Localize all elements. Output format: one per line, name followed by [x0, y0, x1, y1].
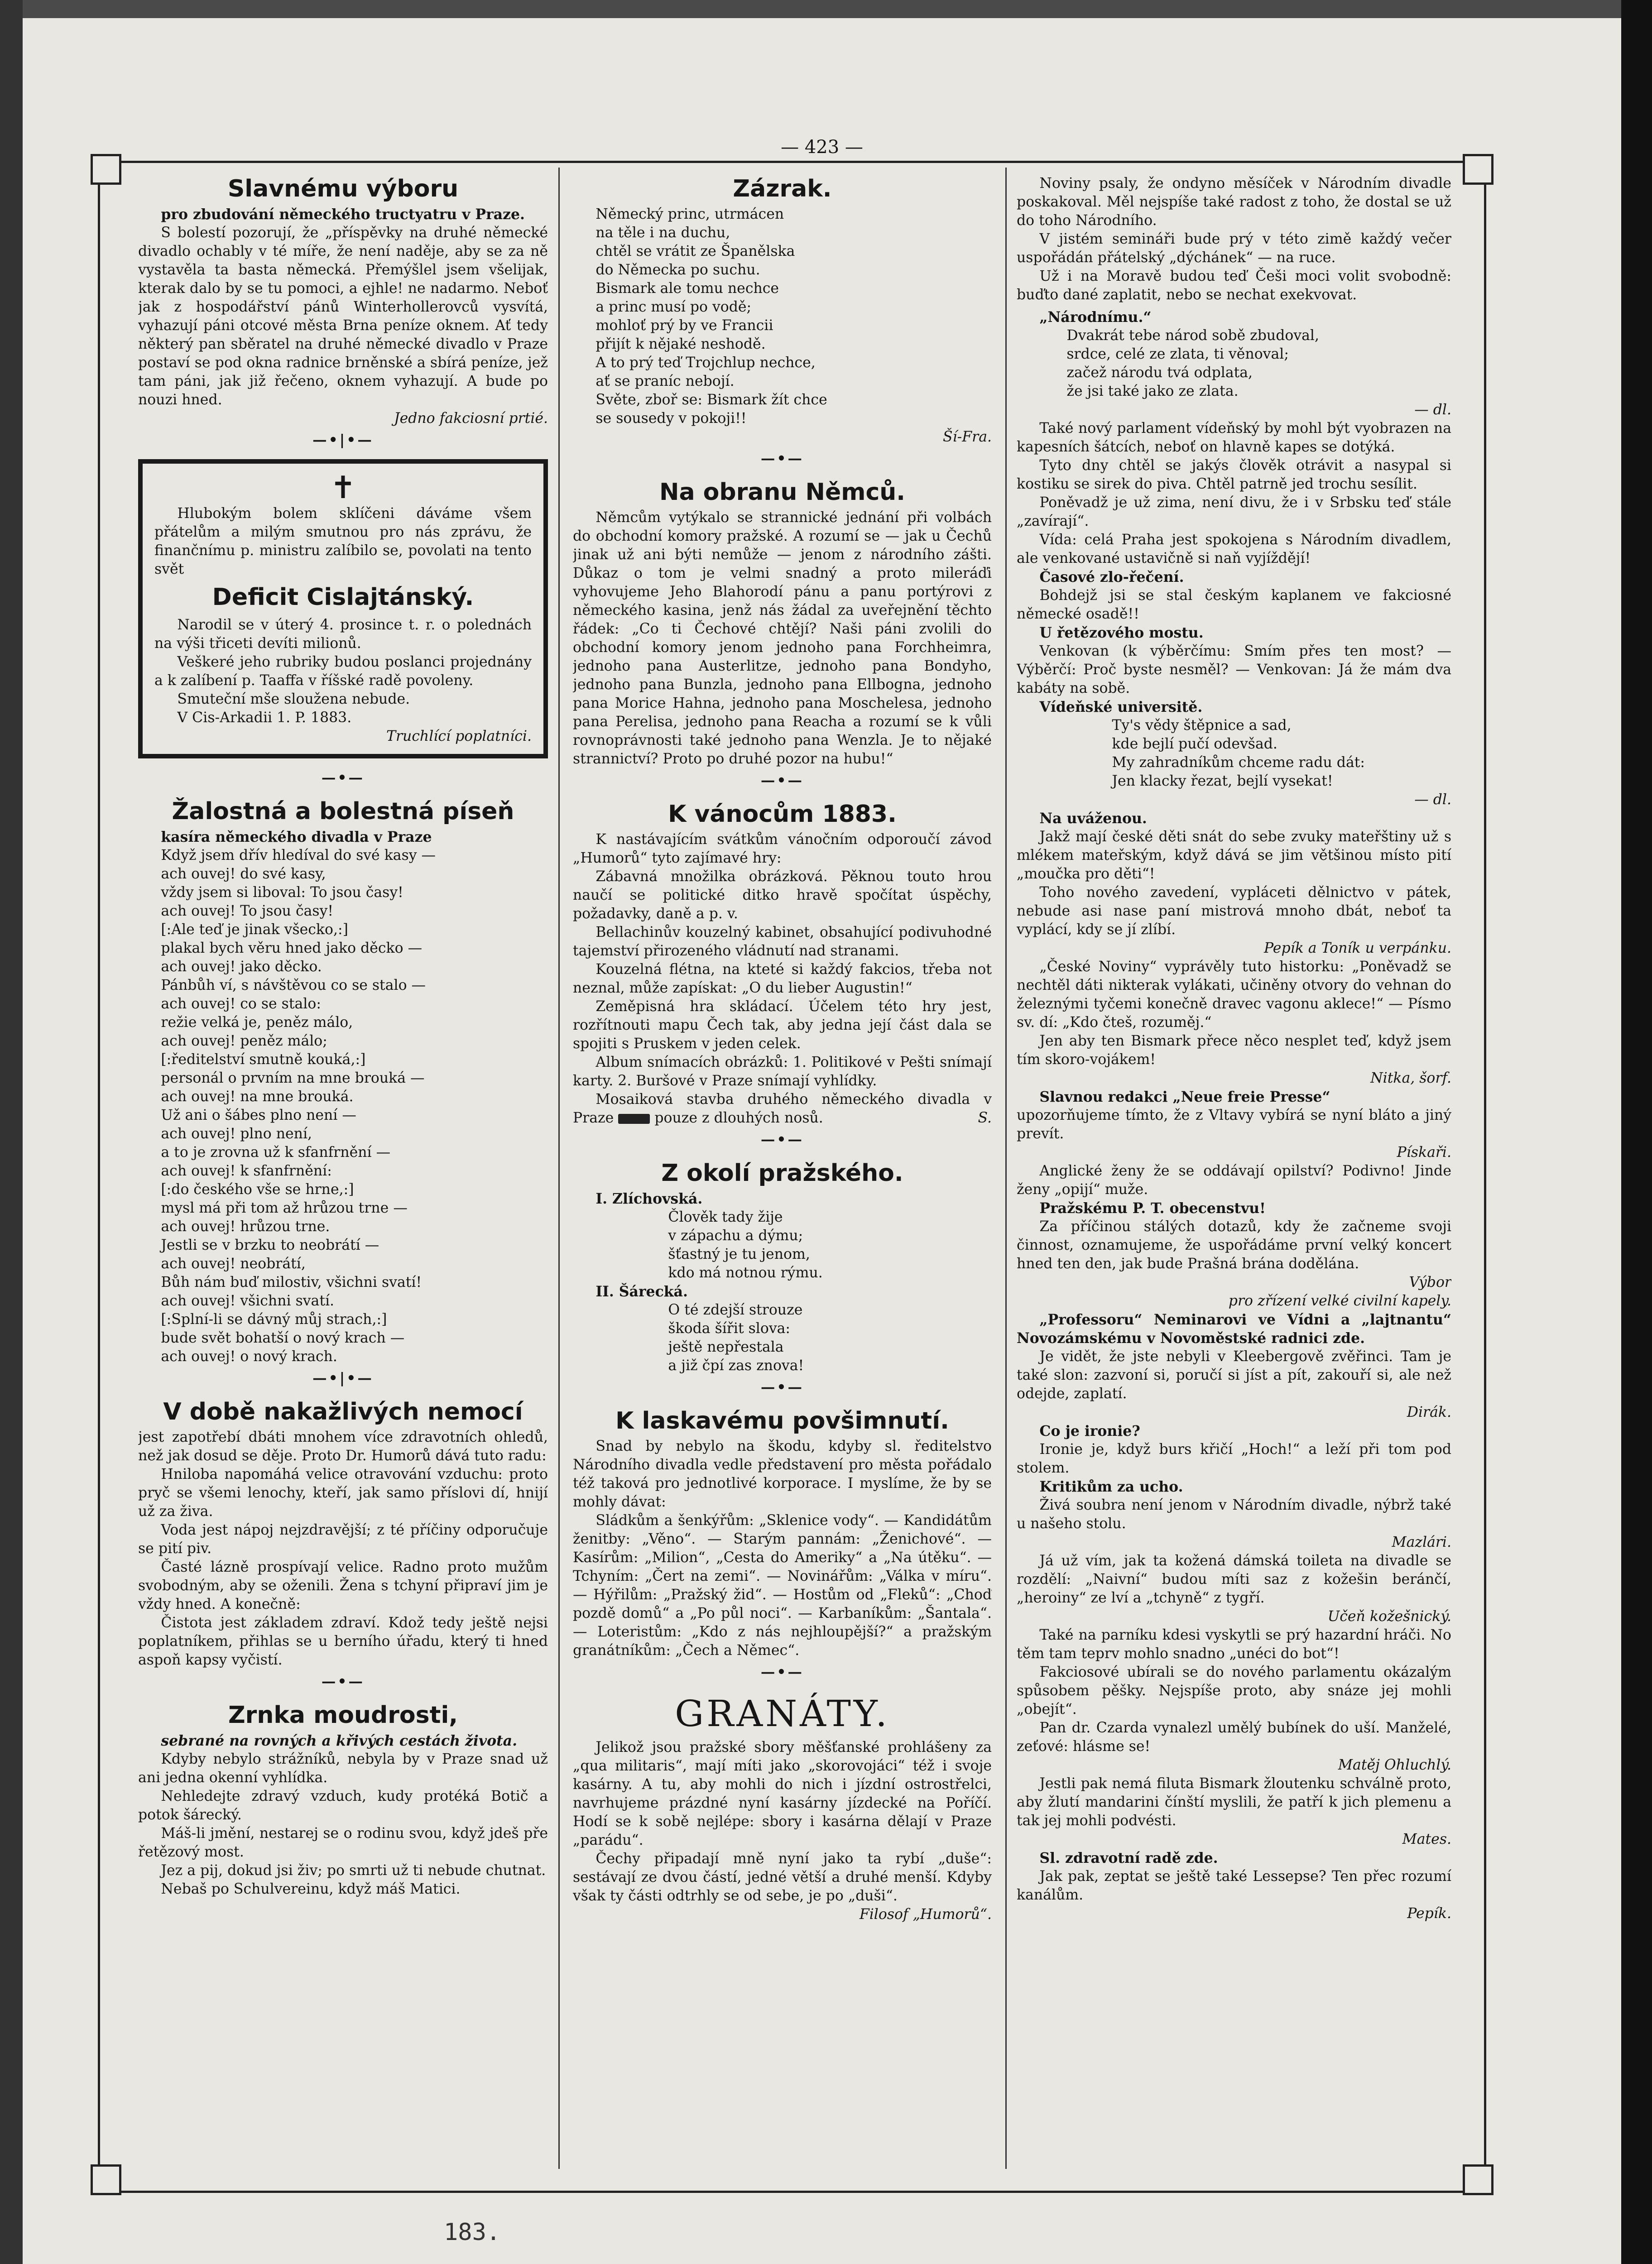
verse-line: Když jsem dřív hledíval do své kasy —	[161, 847, 436, 863]
article-text: Pan dr. Czarda vynalezl umělý bubínek do uší. Manželé, zeťové: hlásme se!	[1017, 1720, 1451, 1755]
item-heading: Pražskému P. T. obecenstvu!	[1039, 1200, 1266, 1217]
article-text: Nehledejte zdravý vzduch, kudy protéká Botič a potok šárecký.	[138, 1788, 548, 1823]
poem-verses	[573, 205, 992, 428]
verse-line: [:do českého vše se hrne,:]	[161, 1181, 354, 1198]
article-text: Časté lázně prospívají velice. Radno proto mužům svobodným, aby se oženili. Žena s tchyní připraví jim je vždy hned. A konečně:	[138, 1559, 548, 1612]
article-text: Fakciosové ubírali se do nového parlamentu okázalým spůsobem pěšky. Nejspíše proto, aby snáze jej mohli „obejít“.	[1017, 1664, 1451, 1717]
verse-line: kde bejlí pučí odevšad.	[1112, 736, 1277, 752]
frame-corner-ornament	[91, 2164, 121, 2195]
article-signature: Výbor	[1409, 1274, 1451, 1290]
separator-ornament: —•—	[760, 450, 804, 467]
poem-subtitle: I. Zlíchovská.	[595, 1190, 703, 1207]
verse-line: Ty's vědy štěpnice a sad,	[1112, 717, 1292, 734]
verse-line: v zápachu a dýmu;	[668, 1228, 803, 1244]
verse-line: mohloť prý by ve Francii	[595, 317, 773, 334]
frame-corner-ornament	[1463, 154, 1494, 185]
verse-line: a již čpí zas znova!	[668, 1357, 804, 1374]
article-text: Poněvadž je už zima, není divu, že i v Srbsku teď stále „zavírají“.	[1017, 494, 1451, 529]
verse-line: mysl má při tom až hrůzou trne —	[161, 1200, 408, 1216]
verse-line: a princ musí po vodě;	[595, 299, 752, 315]
article-text: Zeměpisná hra skládací. Účelem této hry jest, rozřítnouti mapu Čech tak, aby jedna její část dala se spojiti s Pruskem v jeden celek.	[573, 998, 992, 1052]
article-text: Také nový parlament vídeňský by mohl být vyobrazen na kapesních šátcích, neboť on hlavně kapes se dotýká.	[1017, 420, 1451, 455]
item-heading: Slavnou redakci „Neue freie Presse“	[1039, 1089, 1330, 1105]
scan-left-edge	[0, 0, 23, 2264]
obituary-line: Narodil se v úterý 4. prosince t. r. o polednách na výši třiceti devíti milionů.	[154, 617, 532, 652]
song-verses	[138, 846, 548, 1366]
item-heading: „Professoru“ Neminarovi ve Vídni a „lajtnantu“ Novozámskému v Novoměstské radnici zde.	[1017, 1311, 1451, 1347]
article-title: K vánocům 1883.	[668, 801, 897, 828]
article-title: Žalostná a bolestná píseň	[172, 798, 514, 825]
separator-ornament: —•|•—	[312, 432, 374, 448]
article-text: Voda jest nápoj nejzdravější; z té příčiny odporučuje se pití piv.	[138, 1522, 548, 1557]
verse-line: bude svět bohatší o nový krach —	[161, 1330, 405, 1346]
article-text: Máš-li jmění, nestarej se o rodinu svou, když jdeš pře řetězový most.	[138, 1825, 548, 1860]
article-text	[573, 1090, 992, 1127]
verse-line: personál o prvním na mne brouká —	[161, 1070, 425, 1086]
item-heading: Na uváženou.	[1039, 810, 1147, 827]
article-text: V jistém semináři bude prý v této zimě každý večer uspořádán přátelský „dýchánek“ — na ruce.	[1017, 231, 1451, 266]
newspaper-page	[23, 18, 1621, 2264]
verse-line: přijít k nějaké neshodě.	[595, 336, 766, 352]
article-text: Noviny psaly, že ondyno měsíček v Národním divadle poskakoval. Měl nejspíše také radost z toho, že dostal se už do toho Národního.	[1017, 175, 1451, 229]
item-heading: Co je ironie?	[1039, 1423, 1140, 1439]
article-title: Slavnému výboru	[227, 175, 459, 202]
article-text: Tyto dny chtěl se jakýs člověk otrávit a nasypal si kostiku se sirek do piva. Chtěl patrně jed trochu sesílit.	[1017, 457, 1451, 492]
verse-line: Člověk tady žije	[668, 1209, 783, 1225]
frame-corner-ornament	[91, 154, 121, 185]
verse-line: ach ouvej! plno není,	[161, 1126, 312, 1142]
obituary-line: Smuteční mše sloužena nebude.	[177, 691, 410, 707]
article-text: Za příčinou stálých dotazů, kdy že začneme svoji činnost, oznamujeme, že uspořádáme první velký koncert hned ten den, jak bude Prašná brána dodělána.	[1017, 1218, 1451, 1272]
poem-subtitle: II. Šárecká.	[595, 1283, 688, 1300]
column-divider	[1005, 168, 1007, 2169]
article-text: „České Noviny“ vyprávěly tuto historku: „Poněvadž se nechtěl dáti nikterak vylákati, učiněny otvory do vehnan do železnými tyčemi konečně dravec vagonu aklece!“ — Písmo sv. dí: „Kdo čteš, rozuměj.“	[1017, 959, 1451, 1031]
article-title: GRANÁTY.	[675, 1693, 890, 1735]
verse-line: Dvakrát tebe národ sobě zbudoval,	[1066, 327, 1319, 344]
verse-line: [:Splní-li se dávný můj strach,:]	[161, 1311, 387, 1328]
page-number: — 423 —	[781, 137, 863, 158]
item-heading: Vídeňské universitě.	[1039, 699, 1203, 715]
separator-ornament: —•—	[760, 1379, 804, 1396]
poem-verses	[1017, 716, 1451, 791]
article-signature: S.	[978, 1110, 992, 1126]
article-text: Sládkům a šenkýřům: „Sklenice vody“. — Kandidátům ženitby: „Věno“. — Starým pannám: „Ženichové“. — Kasírům: „Milion“, „Cesta do Ameriky“ a „Na útěku“. — Tchyním: „Čert na zemi“. — Novinářům: „Válka v míru“. — Hýřilům: „Pražský žid“. — Hostům od „Fleků“: „Choď pozdě domů“ a „Po půl noci“. — Karbaníkům: „Šantala“. — Loteristům: „Kdo z nás nejhloupější?“ a pražským granátníkům: „Čech a Němec“.	[573, 1512, 992, 1659]
article-signature: Mates.	[1402, 1831, 1451, 1847]
article-text: Němcům vytýkalo se strannické jednání při volbách do obchodní komory pražské. A rozumí se — jak u Čechů jinak už ani býti nemůže — jenom z národního zášti. Důkaz o tom je velmi snadný a proto mileráďi vyhovujeme Jeho Blahorodí pánu a panu portýrovi z německého kasina, jenž nás žádal za uveřejnění těchto řádek: „Co ti Čechové chtějí? Naši páni zvolili do obchodní komory jenom jednoho pana Forchheimra, jednoho pana Austerlitze, jednoho pana Bondyho, jednoho pana Bunzla, jednoho pana Ellbogna, jednoho pana Morice Hahna, jednoho pana Moschelesa, jednoho pana Perelisa, jednoho pana Reacha a rozumí se k vůli rovnoprávnosti také jednoho pana Wenzla. Je to nějaké strannictví? Proto po druhé pozor na hubu!“	[573, 509, 992, 767]
verse-line: O té zdejší strouze	[668, 1302, 803, 1318]
article-text: Toho nového zavedení, vypláceti dělnictvo v pátek, nebude asi nase paní mistrová mnoho dbát, neboť ta vyplácí, kdy se jí zlíbí.	[1017, 884, 1451, 938]
article-text: S bolestí pozorují, že „příspěvky na druhé německé divadlo ochably v té míře, že není naděje, aby se za ně vystavěla ta basta německá. Přemýšlel jsem všelijak, kterak dalo by se tu pomoci, a ejhle! ne nadarmo. Neboť jak z hospodářství pánů Winterhollerovců vysvítá, vyhazují páni otcové města Brna peníze oknem. Ať tedy některý pan sběratel na druhé německé divadlo v Praze postaví se pod okna radnice brněnské a sbírá peníze, jež tam páni, jak již řečeno, oknem vyhazují. A bude po nouzi hned.	[138, 225, 548, 408]
verse-line: Německý princ, utrmácen	[595, 206, 784, 222]
article-text: K nastávajícím svátkům vánočním odporoučí závod „Humorů“ tyto zajímavé hry:	[573, 831, 992, 866]
verse-line: režie velká je, peněz málo,	[161, 1014, 353, 1031]
article-text: Bohdejž jsi se stal českým kaplanem ve fakciosné německé osadě!!	[1017, 587, 1451, 622]
frame-corner-ornament	[1463, 2164, 1494, 2195]
separator-ornament: —•—	[760, 1664, 804, 1680]
scan-right-edge	[1621, 0, 1652, 2264]
poem-verses	[573, 1301, 992, 1375]
article-title: Na obranu Němců.	[659, 479, 906, 506]
article-signature: Matěj Ohluchlý.	[1338, 1757, 1451, 1773]
article-text: Už i na Moravě budou teď Češi moci volit svobodně: buďto dané zaplatit, nebo se nechat exekvovat.	[1017, 268, 1451, 303]
article-signature: Nitka, šorf.	[1370, 1070, 1451, 1086]
article-text: Čechy připadají mně nyní jako ta rybí „duše“: sestávají ze dvou částí, jedné větší a druhé menší. Kdyby však ty části odtrhly se od sebe, je po „duši“.	[573, 1851, 992, 1904]
article-signature: pro zřízení velké civilní kapely.	[1228, 1293, 1451, 1309]
verse-line: ať se praníc nebojí.	[595, 373, 735, 389]
article-text: Album snímacích obrázků: 1. Politikové v Pešti snímají karty. 2. Buršové v Praze snímají vyhlídky.	[573, 1054, 992, 1089]
article-text: Ironie je, když burs křičí „Hoch!“ a leží při tom pod stolem.	[1017, 1441, 1451, 1476]
article-title: Z okolí pražského.	[661, 1160, 903, 1187]
article-signature: Ší-Fra.	[942, 429, 992, 445]
verse-line: kdo má notnou rýmu.	[668, 1265, 823, 1281]
article-text: Čistota jest základem zdraví. Kdož tedy ještě nejsi poplatníkem, přihlas se u berního úřadu, který ti hned aspoň kapsy vyčistí.	[138, 1615, 548, 1668]
verse-line: do Německa po suchu.	[595, 262, 760, 278]
article-text: Jak pak, zeptat se ještě také Lessepse? Ten přec rozumí kanálům.	[1017, 1868, 1451, 1903]
obituary-signature: Truchlící poplatníci.	[386, 728, 532, 744]
verse-line: ach ouvej! neobrátí,	[161, 1256, 306, 1272]
article-text: Venkovan (k výběrčímu: Smím přes ten most? — Výběrčí: Proč byste nesměl? — Venkovan: Já že mám dva kabáty na sobě.	[1017, 643, 1451, 696]
column-2	[573, 174, 992, 2164]
article-signature: Mazlári.	[1392, 1534, 1451, 1550]
verse-line: že jsi také jako ze zlata.	[1066, 383, 1239, 399]
verse-line: vždy jsem si liboval: To jsou časy!	[161, 884, 403, 901]
article-title: Zrnka moudrosti,	[228, 1702, 458, 1729]
article-text: Jen aby ten Bismark přece něco nesplet teď, když jsem tím skoro-vojákem!	[1017, 1033, 1451, 1068]
separator-ornament: —•|•—	[312, 1370, 374, 1386]
verse-line: ach ouvej! jako děcko.	[161, 959, 322, 975]
article-signature: Pískaři.	[1397, 1144, 1451, 1161]
verse-line: na těle i na duchu,	[595, 225, 730, 241]
article-text: Také na parníku kdesi vyskytli se prý hazardní hráči. No těm tam teprv mohlo snadno „unéci do bot“!	[1017, 1627, 1451, 1662]
article-text: jest zapotřebí dbáti mnohem více zdravotních ohledů, než jak dosud se děje. Proto Dr. Humorů dává tuto radu:	[138, 1429, 548, 1464]
obituary-box	[138, 459, 548, 758]
poem-title: „Národnímu.“	[1039, 309, 1152, 326]
item-heading: Časové zlo-řečení.	[1039, 569, 1184, 585]
article-subtitle: kasíra německého divadla v Praze	[161, 829, 432, 845]
verse-line: ještě nepřestala	[668, 1339, 784, 1355]
separator-ornament: —•—	[760, 1131, 804, 1148]
cross-icon: ✝	[330, 470, 356, 506]
poem-signature: — dl.	[1414, 791, 1451, 808]
article-text: Jelikož jsou pražské sbory měšťanské prohlášeny za „qua militaris“, mají míti jako „skorovojáci“ též i svoje kasárny. A tu, aby mohli do nich i jízdní ostrostřelci, navrhujeme prázdné nyní kasárny jízdecké na Poříčí. Hodí se k sobě nejlépe: sbory i kasárna dělají v Praze „parádu“.	[573, 1739, 992, 1848]
poem-signature: — dl.	[1414, 402, 1451, 418]
article-text: Hniloba napomáhá velice otravování vzduchu: proto pryč se všemi lenochy, kteří, jak samo příslovi dí, hnijí už za živa.	[138, 1466, 548, 1520]
item-heading: U řetězového mostu.	[1039, 624, 1204, 641]
article-title: Zázrak.	[733, 175, 832, 202]
verse-line: ach ouvej! na mne brouká.	[161, 1089, 354, 1105]
verse-line: Pánbůh ví, s návštěvou co se stalo —	[161, 977, 426, 993]
pointing-hand-icon	[618, 1114, 650, 1124]
item-heading: Kritikům za ucho.	[1039, 1478, 1183, 1495]
verse-line: začež národu tvá odplata,	[1066, 365, 1253, 381]
archive-stamp: 183.	[444, 2219, 501, 2246]
article-signature: Jedno fakciosní prtié.	[394, 410, 548, 427]
verse-line: srdce, celé ze zlata, ti věnoval;	[1066, 346, 1289, 362]
separator-ornament: —•—	[321, 769, 365, 786]
article-text: Jestli pak nemá filuta Bismark žloutenku schválně proto, aby žlutí mandarini čínští myslili, že patří k jich plemenu a tak jej mohli podvésti.	[1017, 1775, 1451, 1829]
article-text: Nebaš po Schulvereinu, když máš Matici.	[161, 1881, 461, 1897]
separator-ornament: —•—	[321, 1673, 365, 1690]
verse-line: My zahradníkům chceme radu dát:	[1112, 754, 1365, 771]
obituary-intro: Hlubokým bolem sklíčeni dáváme všem přátelům a milým smutnou pro nás zprávu, že finančnímu p. ministru zalíbilo se, povolati na tento svět	[154, 505, 532, 577]
verse-line: chtěl se vrátit ze Španělska	[595, 243, 795, 259]
article-text: Kdyby nebylo strážníků, nebyla by v Praze snad už ani jedna okenní vyhlídka.	[138, 1751, 548, 1786]
poem-verses	[1017, 326, 1451, 401]
verse-line: ach ouvej! To jsou časy!	[161, 903, 334, 919]
separator-ornament: —•—	[760, 772, 804, 789]
verse-line: Jestli se v brzku to neobrátí —	[161, 1237, 379, 1253]
verse-line: ach ouvej! všichni svatí.	[161, 1293, 335, 1309]
verse-line: ach ouvej! o nový krach.	[161, 1348, 337, 1365]
article-subtitle: sebrané na rovných a křivých cestách života.	[161, 1732, 518, 1749]
article-title: V době nakažlivých nemocí	[163, 1398, 523, 1425]
article-text: Zábavná množilka obrázková. Pěknou touto hrou naučí se politické ditko hravě spočítat úspěchy, požadavky, daně a p. v.	[573, 868, 992, 922]
article-text: upozorňujeme tímto, že z Vltavy vybírá se nyní bláto a jiný prevít.	[1017, 1107, 1451, 1142]
verse-line: škoda šířit slova:	[668, 1320, 791, 1337]
verse-line: Světe, zboř se: Bismark žít chce	[595, 392, 827, 408]
article-title: K laskavému povšimnutí.	[615, 1407, 949, 1434]
column-divider	[558, 168, 560, 2169]
article-text-part: Mosaiková stavba druhého německého divadla v Praze	[573, 1091, 992, 1126]
verse-line: plakal bych věru hned jako děcko —	[161, 940, 423, 956]
verse-line: Už ani o šábes plno není —	[161, 1107, 356, 1123]
verse-line: [:ředitelství smutně kouká,:]	[161, 1051, 366, 1068]
obituary-line: Veškeré jeho rubriky budou poslanci projednány a k zalíbení p. Taaffa v říšské radě povoleny.	[154, 654, 532, 689]
verse-line: ach ouvej! peněz málo;	[161, 1033, 327, 1049]
item-heading: Sl. zdravotní radě zde.	[1039, 1850, 1218, 1866]
article-text: Živá soubra není jenom v Národním divadle, nýbrž také u našeho stolu.	[1017, 1497, 1451, 1532]
article-text: Vída: celá Praha jest spokojena s Národním divadlem, ale venkované ustavičně si naň vyjíždějí!	[1017, 532, 1451, 566]
verse-line: ach ouvej! hrůzou trne.	[161, 1218, 330, 1235]
obituary-line: V Cis-Arkadii 1. P. 1883.	[177, 710, 352, 726]
verse-line: šťastný je tu jenom,	[668, 1246, 810, 1262]
article-signature: Filosof „Humorů“.	[859, 1906, 992, 1923]
column-3	[1017, 174, 1451, 2164]
article-text: Bellachinův kouzelný kabinet, obsahující podivuhodné tajemství přirozeného vládnutí nad stranami.	[573, 924, 992, 959]
verse-line: [:Ale teď je jinak všecko,:]	[161, 921, 348, 938]
article-text: Je vidět, že jste nebyli v Kleebergově zvěřinci. Tam je také slon: zazvoní si, poručí si jíst a pít, zakouří si, ale než odejde, zaplatí.	[1017, 1348, 1451, 1402]
obituary-name: Deficit Cislajtánský.	[212, 584, 474, 611]
article-signature: Pepík.	[1407, 1905, 1451, 1922]
verse-line: A to prý teď Trojchlup nechce,	[595, 355, 816, 371]
article-signature: Dirák.	[1407, 1404, 1451, 1420]
article-text-part: pouze z dlouhých nosů.	[654, 1110, 823, 1126]
article-signature: Učeň kožešnický.	[1327, 1608, 1451, 1625]
article-text: Kouzelná flétna, na kteté si každý fakcios, třeba not neznal, může zapískat: „O du lieber Augustin!“	[573, 961, 992, 996]
article-text: Jakž mají české děti snát do sebe zvuky mateřštiny už s mlékem mateřským, když dává se jim většinou místo pití „moučka pro děti“!	[1017, 829, 1451, 882]
verse-line: a to je zrovna už k sfanfrnění —	[161, 1144, 391, 1161]
poem-verses	[573, 1208, 992, 1282]
verse-line: ach ouvej! k sfanfrnění:	[161, 1163, 332, 1179]
article-signature: Pepík a Toník u verpánku.	[1264, 940, 1451, 956]
article-text: Já už vím, jak ta kožená dámská toileta na divadle se rozdělí: „Naivní“ budou míti saz z kožešin beránčí, „heroiny“ ze lví a „tchyně“ z tygří.	[1017, 1553, 1451, 1606]
article-text: Jez a pij, dokud jsi živ; po smrti už ti nebude chutnat.	[161, 1862, 546, 1879]
verse-line: Bismark ale tomu nechce	[595, 280, 779, 297]
verse-line: ach ouvej! co se stalo:	[161, 996, 321, 1012]
article-text: Anglické ženy že se oddávají opilství? Podivno! Jinde ženy „opijí“ muže.	[1017, 1163, 1451, 1198]
verse-line: Bůh nám buď milostiv, všichni svatí!	[161, 1274, 422, 1290]
article-subtitle: pro zbudování německého tructyatru v Praze.	[161, 206, 525, 223]
verse-line: se sousedy v pokoji!!	[595, 410, 747, 427]
column-1	[138, 174, 548, 2164]
verse-line: ach ouvej! do své kasy,	[161, 866, 326, 882]
article-text: Snad by nebylo na škodu, kdyby sl. ředitelstvo Národního divadla vedle představení pro města pořádalo též taková pro jednotlivé korporace. I myslíme, že by se mohly dávat:	[573, 1438, 992, 1510]
verse-line: Jen klacky řezat, bejlí vysekat!	[1112, 773, 1333, 789]
